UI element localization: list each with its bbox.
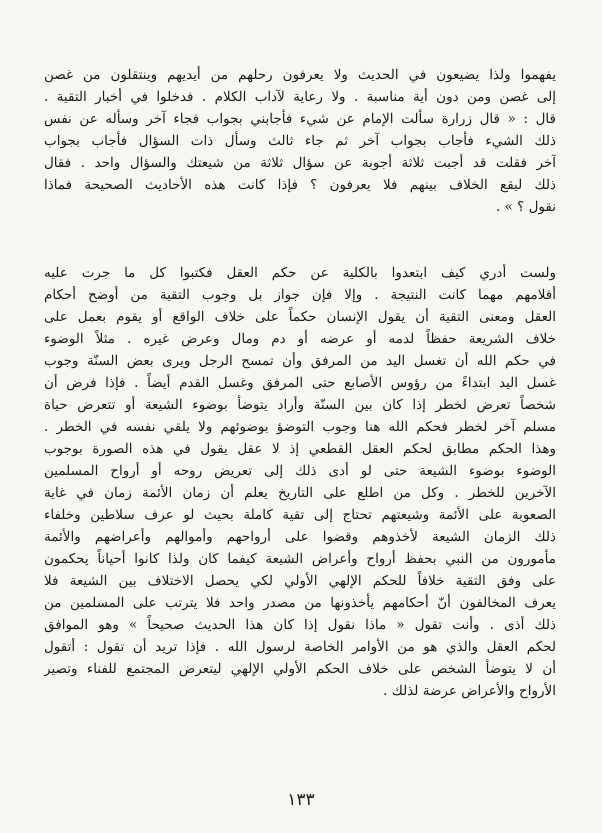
text-line: الوضوء بوضوء الشيعة حتى لو أدى ذلك إلى تعريض روحه أو أرواح المسلمين bbox=[44, 463, 556, 479]
text-line: على وفق التقية خلافاً للحكم الإلهي الأولي لكي يحصل الاختلاف بين الشيعة فلا bbox=[44, 573, 556, 589]
text-line: ذلك الزمان الشيعة لأخذوهم وقضوا على أرواحهم وأموالهم وأعراضهم والأئمة bbox=[44, 529, 556, 545]
text-line: نقول ؟ » . bbox=[496, 199, 556, 215]
text-line: الآخرين للخطر . وكل من اطلع على التاريخ يعلم أن زمان الأئمة زمان في غاية bbox=[44, 485, 556, 501]
text-line: شخصاً تعرض لخطر إذا كان بين السنّة وأراد يتوضأ بوضوء الشيعة أو تتعرض حياة bbox=[44, 397, 556, 413]
text-line: قال : « قال زرارة سألت الإمام عن شيء فأجابني بجواب فجاء آخر وسأله عن نفس bbox=[44, 111, 556, 127]
text-line: الصعوبة على الأئمة وشيعتهم تحتاج إلى تقية كاملة بحيث لو عرف سلاطين وخلفاء bbox=[44, 507, 556, 523]
page-number: ١٣٣ bbox=[287, 790, 315, 810]
text-line: لحكم العقل والذي هو من الأوامر الخاصة لرسول الله . فإذا تريد أن تقول : أتقول bbox=[44, 639, 556, 655]
text-line: العقل ومعنى التقية أن يقول الإنسان حكماً على خلاف الواقع أو يقوم بعمل على bbox=[44, 309, 556, 325]
text-line: ذلك أذى . وأنت تقول « ماذا نقول إذا كان هذا الحديث صحيحاً » وهو الموافق bbox=[44, 617, 556, 633]
text-line: الأرواح والأعراض عرضة لذلك . bbox=[383, 683, 556, 699]
text-line: خلاف الشريعة حفظاً لدمه أو عرضه أو دم ومال وعرض غيره . مثلاً الوضوء bbox=[44, 331, 556, 347]
text-line: مأمورون من النبي بحفظ أرواح وأعراض الشيعة كيفما كان ولذا كانوا أحياناً يحكمون bbox=[44, 551, 556, 567]
text-line: مسلم آخر لخطر فحكم الله هنا وجوب التوضؤ بوضوئهم ولا يلقي نفسه في الخطر . bbox=[44, 419, 556, 435]
text-line: يعرف المخالفون أنّ أحكامهم يأخذونها من مصدر واحد فلا يترتب على المسلمين من bbox=[44, 595, 556, 611]
text-line: غسل اليد ابتداءً من رؤوس الأصابع حتى المرفق وغسل القدم أيضاً . فإذا فرض أن bbox=[44, 375, 556, 391]
text-line: إلى غصن ومن دون أية مناسبة . ولا رعاية لآداب الكلام . فدخلوا في أخبار التقية . bbox=[44, 89, 556, 105]
text-line: ولست أدري كيف ابتعدوا بالكلية عن حكم العقل فكتبوا كل ما جرت عليه bbox=[44, 265, 556, 281]
text-line: أن لا يتوضأ الشخص على خلاف الحكم الأولي الإلهي ليتعرض المجتمع للفناء وتصير bbox=[44, 661, 556, 677]
text-line: وهذا الحكم مطابق لحكم العقل القطعي إذ لا عقل يقول في هذه الصورة بوجوب bbox=[44, 441, 556, 457]
text-line: ذلك ليقع الخلاف بينهم فلا يعرفون ؟ فإذا كانت هذه الأحاديث الصحيحة فماذا bbox=[44, 177, 556, 193]
text-line: يفهموا ولذا يضيعون في الحديث ولا يعرفون رحلهم من أيديهم وينتقلون من غصن bbox=[44, 67, 556, 83]
paragraph-1 bbox=[44, 64, 556, 218]
text-line: أقلامهم مهما كانت النتيجة . وإلا فإن جواز بل وجوب التقية من أوضح أحكام bbox=[44, 287, 556, 303]
text-line: في حكم الله أن تغسل اليد من المرفق وأن تمسح الرجل ويرى بعض السنّة وجوب bbox=[44, 353, 556, 369]
paragraph-2 bbox=[44, 262, 556, 702]
text-line: آخر فقلت قد أجبت ثلاثة أجوبة عن سؤال ثلاثة من شيعتك والسؤال واحد . فقال bbox=[44, 155, 556, 171]
text-line: ذلك الشيء فأجاب بجواب آخر ثم جاء ثالث وسأل ذات السؤال فأجاب بجواب bbox=[44, 133, 556, 149]
